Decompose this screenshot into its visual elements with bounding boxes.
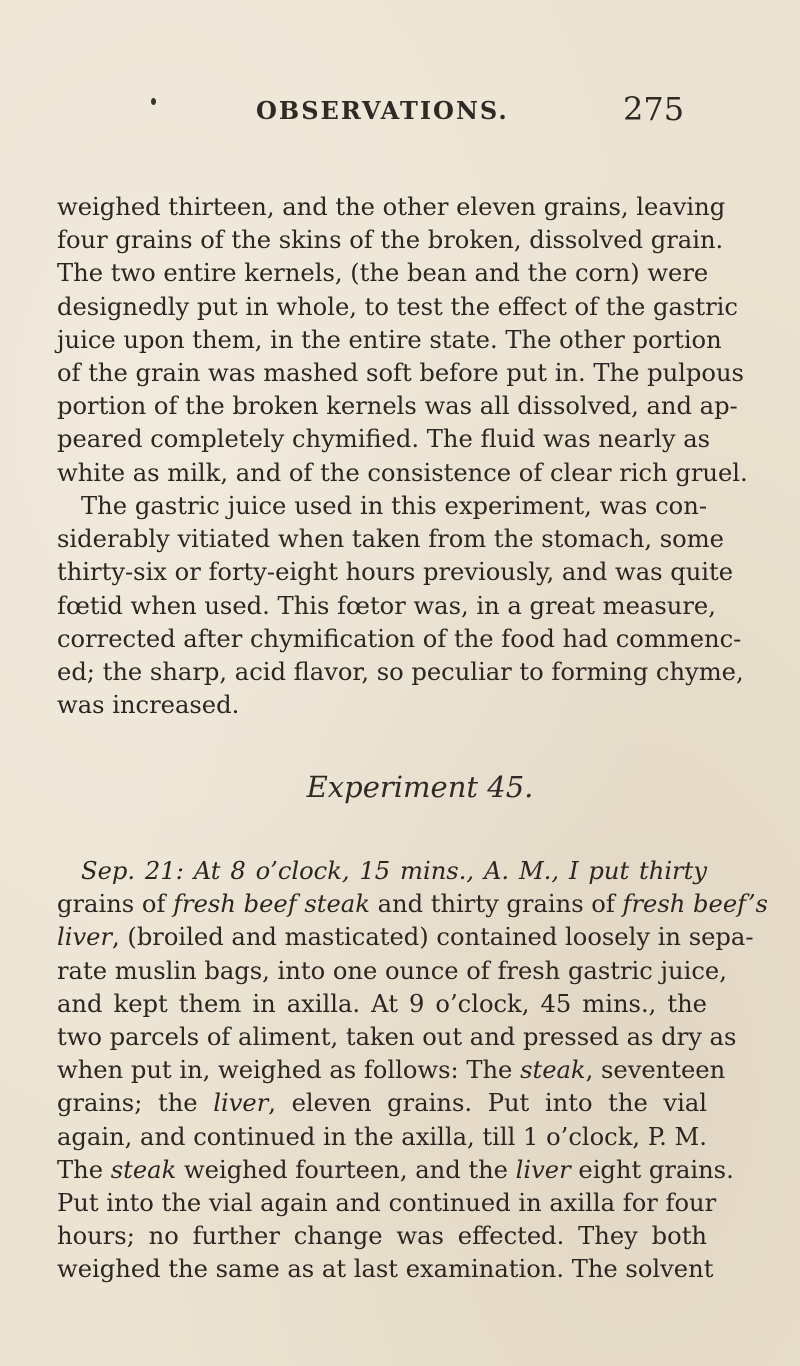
text-line <box>57 1154 734 1187</box>
line-text: Sep. 21: At 8 o’clock, 15 mins., A. M., I put thirty <box>81 857 707 885</box>
text-line: Put into the vial again and continued in axilla for four <box>57 1188 717 1217</box>
experiment-title: Experiment 45. <box>306 770 534 804</box>
text-line: of the grain was mashed soft before put in. The pulpous <box>57 358 744 387</box>
experiment-heading <box>0 770 800 804</box>
italic-text: steak <box>110 1155 177 1184</box>
text-line: was increased. <box>57 691 240 720</box>
line-text: The <box>57 1155 111 1184</box>
line-text: when put in, weighed as follows: The <box>57 1056 521 1085</box>
text-line: corrected after chymification of the food had commenc- <box>57 624 742 653</box>
text-line: The gastric juice used in this experiment, was con- <box>81 492 707 520</box>
text-line: white as milk, and of the consistence of clear rich gruel. <box>57 458 748 487</box>
text-line: weighed the same as at last examination. The solvent <box>57 1255 714 1284</box>
text-line: four grains of the skins of the broken, dissolved grain. <box>57 226 724 255</box>
italic-text: steak <box>520 1056 586 1085</box>
text-line: siderably vitiated when taken from the stomach, some <box>57 525 724 554</box>
text-line: weighed thirteen, and the other eleven grains, leaving <box>57 193 726 221</box>
text-line: two parcels of aliment, taken out and pressed as dry as <box>57 1022 737 1051</box>
text-line: juice upon them, in the entire state. The other portion <box>57 325 722 354</box>
text-line: portion of the broken kernels was all dissolved, and ap- <box>57 392 738 421</box>
italic-text: liver <box>57 923 113 952</box>
page-header <box>0 90 800 136</box>
text-line: rate muslin bags, into one ounce of fresh gastric juice, <box>57 956 727 985</box>
text-line: again, and continued in the axilla, till 1 o’clock, P. M. <box>57 1122 707 1151</box>
italic-text: fresh beef’s <box>622 890 768 919</box>
line-text: , eleven grains. Put into the vial <box>268 1089 707 1118</box>
line-text: grains of <box>57 890 174 919</box>
text-line <box>57 921 754 954</box>
text-line <box>57 855 707 888</box>
text-line: The two entire kernels, (the bean and the corn) were <box>57 259 709 288</box>
text-line: fœtid when used. This fœtor was, in a great measure, <box>57 591 716 620</box>
text-line: thirty-six or forty-eight hours previously, and was quite <box>57 558 734 587</box>
text-line <box>57 1087 707 1120</box>
text-line: hours; no further change was effected. They both <box>57 1222 707 1251</box>
text-line: designedly put in whole, to test the effect of the gastric <box>57 292 738 321</box>
paragraph-1 <box>57 191 748 490</box>
paragraph-3 <box>57 855 768 1286</box>
italic-text: fresh beef steak <box>173 890 370 919</box>
text-line <box>57 1054 726 1087</box>
text-line: ed; the sharp, acid flavor, so peculiar to forming chyme, <box>57 657 744 686</box>
line-text: and thirty grains of <box>369 890 623 919</box>
line-text: weighed fourteen, and the <box>176 1155 516 1184</box>
text-line <box>57 888 768 921</box>
line-text: , seventeen <box>585 1056 726 1085</box>
italic-text: liver <box>515 1155 571 1184</box>
paragraph-2 <box>57 490 744 722</box>
italic-text: liver <box>213 1089 269 1118</box>
text-line: and kept them in axilla. At 9 o’clock, 45 mins., the <box>57 989 707 1018</box>
page-number: 275 <box>623 90 685 128</box>
line-text: , (broiled and masticated) contained loosely in sepa- <box>112 923 754 952</box>
running-head: OBSERVATIONS. <box>256 96 509 125</box>
line-text: grains; the <box>57 1089 214 1118</box>
text-line: peared completely chymified. The fluid was nearly as <box>57 425 711 454</box>
line-text: eight grains. <box>570 1155 734 1184</box>
